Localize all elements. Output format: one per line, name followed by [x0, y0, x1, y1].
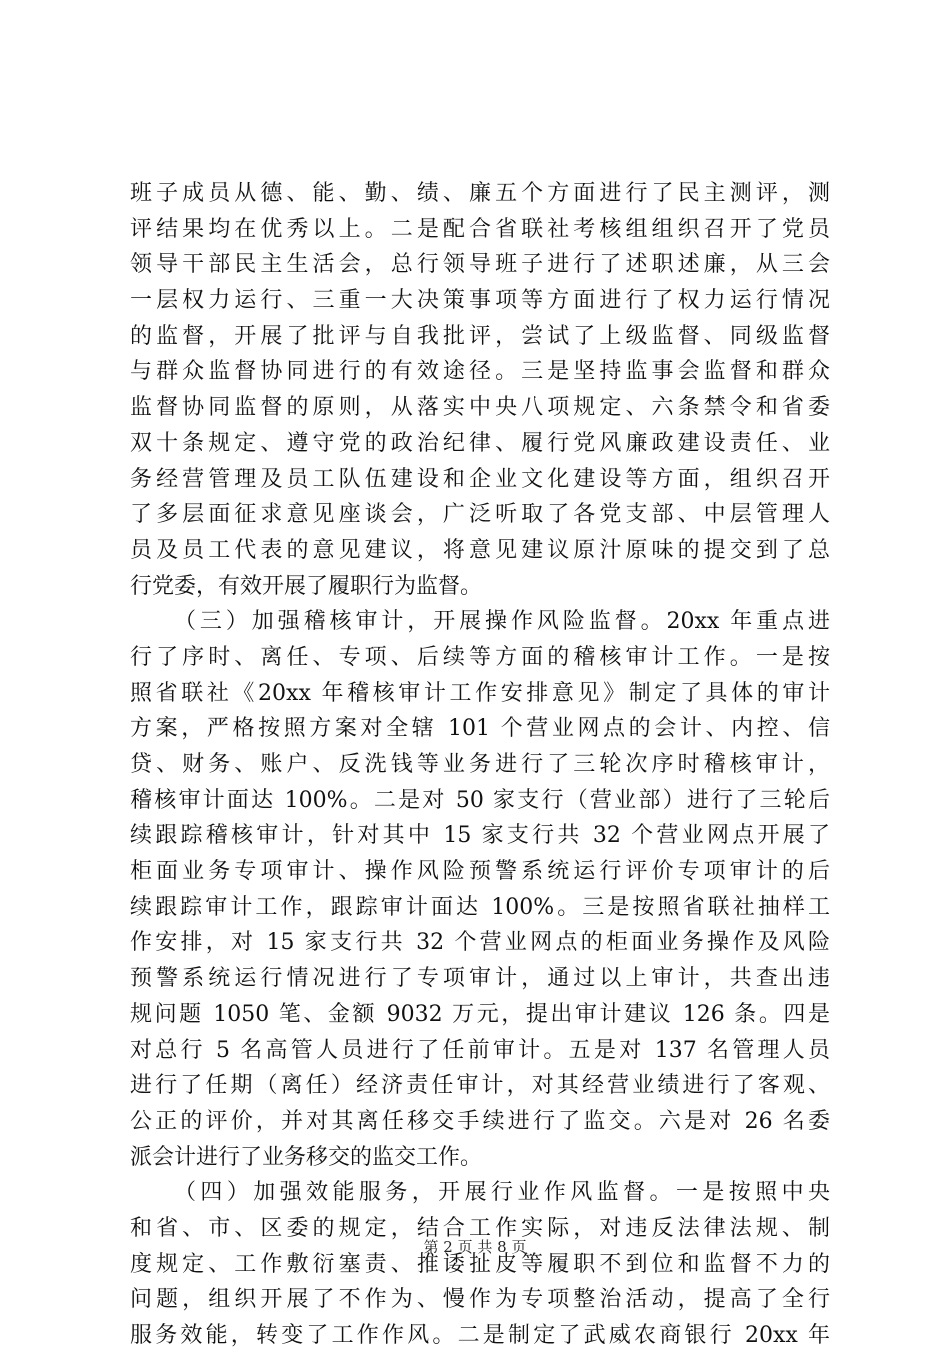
text-line: 柜面业务专项审计、操作风险预警系统运行评价专项审计的后 [130, 859, 830, 885]
text-line: 一层权力运行、三重一大决策事项等方面进行了权力运行情况 [130, 288, 830, 314]
text-line: 预警系统运行情况进行了专项审计，通过以上审计，共查出违 [130, 966, 830, 992]
text-line: 与群众监督协同进行的有效途径。三是坚持监事会监督和群众 [130, 359, 830, 385]
text-line: 续跟踪稽核审计，针对其中 15 家支行共 32 个营业网点开展了 [130, 823, 830, 849]
text-line: 对总行 5 名高管人员进行了任前审计。五是对 137 名管理人员 [130, 1037, 830, 1063]
paragraph-start-line: （三）加强稽核审计，开展操作风险监督。20xx 年重点进 [174, 609, 830, 635]
text-line: 照省联社《20xx 年稽核审计工作安排意见》制定了具体的审计 [130, 680, 830, 706]
text-line: 稽核审计面达 100%。二是对 50 家支行（营业部）进行了三轮后 [130, 787, 830, 813]
text-line: 评结果均在优秀以上。二是配合省联社考核组组织召开了党员 [130, 216, 830, 242]
text-line: 双十条规定、遵守党的政治纪律、履行党风廉政建设责任、业 [130, 430, 830, 456]
body-text [130, 176, 830, 1354]
text-line: 和省、市、区委的规定，结合工作实际，对违反法律法规、制 [130, 1215, 830, 1241]
page-number-footer: 第 2 页 共 8 页 [423, 1238, 527, 1256]
text-line: 班子成员从德、能、勤、绩、廉五个方面进行了民主测评，测 [130, 181, 830, 206]
text-line: 的监督，开展了批评与自我批评，尝试了上级监督、同级监督 [130, 323, 830, 349]
text-line: 作安排，对 15 家支行共 32 个营业网点的柜面业务操作及风险 [130, 930, 830, 956]
text-line: 员及员工代表的意见建议，将意见建议原汁原味的提交到了总 [130, 537, 830, 563]
text-line: 服务效能，转变了工作作风。二是制定了武威农商银行 20xx 年 [130, 1323, 830, 1348]
text-line: 方案，严格按照方案对全辖 101 个营业网点的会计、内控、信 [130, 716, 830, 742]
text-line: 问题，组织开展了不作为、慢作为专项整治活动，提高了全行 [130, 1287, 830, 1313]
text-line: 进行了任期（离任）经济责任审计，对其经营业绩进行了客观、 [130, 1073, 830, 1099]
text-line: 行党委，有效开展了履职行为监督。 [130, 573, 483, 599]
text-line: 公正的评价，并对其离任移交手续进行了监交。六是对 26 名委 [130, 1108, 830, 1134]
text-line: 务经营管理及员工队伍建设和企业文化建设等方面，组织召开 [130, 466, 830, 492]
text-line: 派会计进行了业务移交的监交工作。 [130, 1144, 483, 1170]
text-line: 行了序时、离任、专项、后续等方面的稽核审计工作。一是按 [130, 644, 830, 670]
text-line: 规问题 1050 笔、金额 9032 万元，提出审计建议 126 条。四是 [130, 1001, 830, 1027]
paragraph-start-line: （四）加强效能服务，开展行业作风监督。一是按照中央 [174, 1180, 830, 1206]
text-line: 领导干部民主生活会，总行领导班子进行了述职述廉，从三会 [130, 252, 830, 278]
text-line: 了多层面征求意见座谈会，广泛听取了各党支部、中层管理人 [130, 502, 830, 528]
text-line: 度规定、工作敷衍塞责、推诿扯皮等履职不到位和监督不力的 [130, 1251, 830, 1277]
text-line: 续跟踪审计工作，跟踪审计面达 100%。三是按照省联社抽样工 [130, 894, 830, 920]
text-line: 监督协同监督的原则，从落实中央八项规定、六条禁令和省委 [130, 395, 830, 421]
text-line: 贷、财务、账户、反洗钱等业务进行了三轮次序时稽核审计， [130, 752, 830, 777]
